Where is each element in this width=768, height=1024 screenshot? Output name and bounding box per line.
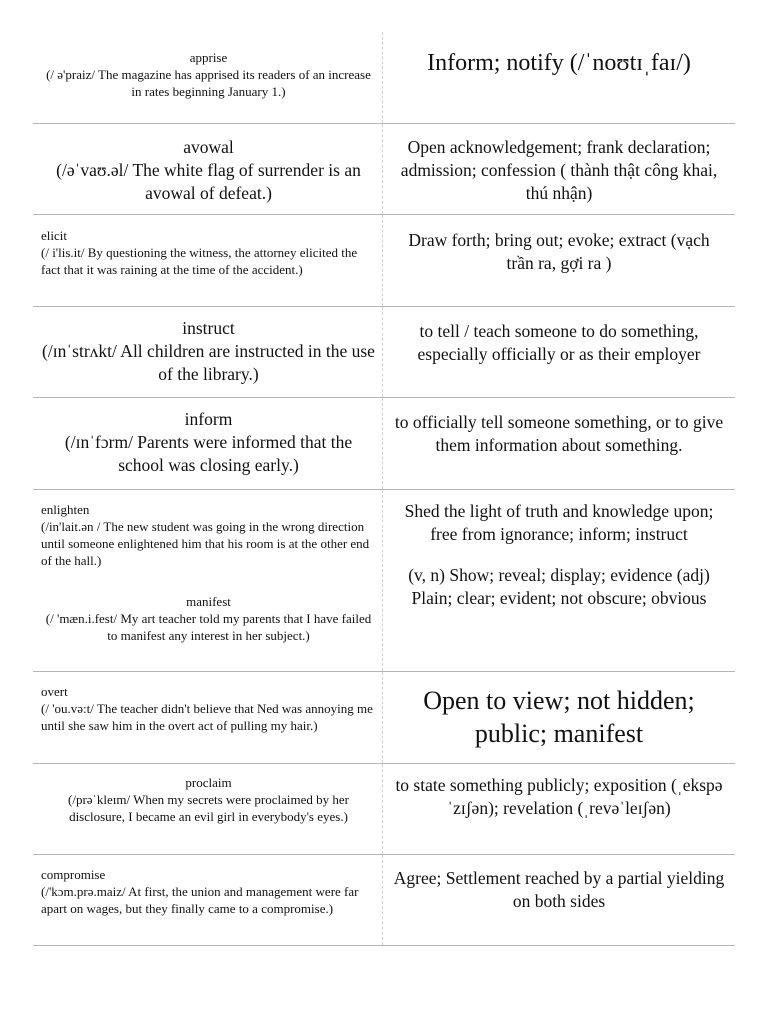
card-term: apprise <box>189 50 228 65</box>
card-example: (/'kɔm.prə.maiz/ At first, the union and management were far apart on wages, but they finally came to a compromise.) <box>41 884 359 916</box>
card-row-instruct <box>33 307 735 398</box>
card-term: proclaim <box>185 775 232 790</box>
card-front <box>33 764 383 854</box>
card-term: manifest <box>186 594 231 609</box>
card-row-compromise <box>33 855 735 946</box>
card-row-proclaim <box>33 764 735 855</box>
card-front <box>33 398 383 489</box>
card-term: avowal <box>183 137 234 157</box>
card-definition: Inform; notify (/ˈnoʊtɪˌfaɪ/) <box>427 50 691 76</box>
card-example: (/ i'lis.it/ By questioning the witness, the attorney elicited the fact that it was raining at the time of the accident.) <box>41 245 358 277</box>
card-front <box>33 672 383 763</box>
card-front <box>33 855 383 945</box>
card-definition: (v, n) Show; reveal; display; evidence (adj) Plain; clear; evident; not obscure; obvious <box>408 565 710 608</box>
card-term: compromise <box>41 867 106 882</box>
card-example: (/ ə'praiz/ The magazine has apprised its readers of an increase in rates beginning January 1.) <box>46 67 371 99</box>
card-front <box>33 215 383 306</box>
card-front <box>33 307 383 397</box>
card-definition: Draw forth; bring out; evoke; extract (vạch trần ra, gợi ra ) <box>408 230 710 273</box>
card-row-overt <box>33 672 735 764</box>
card-back <box>383 490 735 671</box>
card-example: (/əˈvaʊ.əl/ The white flag of surrender is an avowal of defeat.) <box>56 160 361 203</box>
card-front <box>33 490 383 671</box>
card-term: inform <box>184 409 233 429</box>
card-example: (/ɪnˈstrʌkt/ All children are instructed in the use of the library.) <box>42 341 375 384</box>
card-example: (/in'lait.ən / The new student was going in the wrong direction until someone enlightened him that his room is at the other end of the hall.) <box>41 519 370 568</box>
card-definition: Open acknowledgement; frank declaration; admission; confession ( thành thật công khai, thú nhận) <box>400 137 718 203</box>
card-example: (/ 'ou.və:t/ The teacher didn't believe that Ned was annoying me until she saw him in the overt act of pulling my hair.) <box>41 701 373 733</box>
card-row-enlighten-manifest <box>33 490 735 672</box>
card-definition: to officially tell someone something, or to give them information about something. <box>394 412 724 455</box>
card-front-secondary <box>41 593 376 644</box>
card-front <box>33 124 383 214</box>
card-term: elicit <box>41 228 67 243</box>
card-term: overt <box>41 684 68 699</box>
card-front <box>33 32 383 123</box>
card-example: (/ 'mæn.i.fest/ My art teacher told my parents that I have failed to manifest any interest in her subject.) <box>45 611 372 643</box>
flashcard-sheet <box>33 32 735 946</box>
card-row-apprise <box>33 32 735 124</box>
card-definition: Shed the light of truth and knowledge upon; free from ignorance; inform; instruct <box>404 501 714 544</box>
card-row-avowal <box>33 124 735 215</box>
card-definition: Agree; Settlement reached by a partial yielding on both sides <box>393 868 725 911</box>
card-definition: to state something publicly; exposition (ˌekspəˈzɪʃən); revelation (ˌrevəˈleɪʃən) <box>395 775 723 818</box>
card-example: (/prəˈkleɪm/ When my secrets were proclaimed by her disclosure, I became an evil girl in everybody's eyes.) <box>68 792 349 824</box>
card-row-inform <box>33 398 735 490</box>
card-row-elicit <box>33 215 735 307</box>
card-term: enlighten <box>41 502 90 517</box>
card-example: (/ɪnˈfɔrm/ Parents were informed that the school was closing early.) <box>64 432 353 475</box>
card-definition: to tell / teach someone to do something, especially officially or as their employer <box>417 321 701 364</box>
card-term: instruct <box>182 318 235 338</box>
card-definition: Open to view; not hidden; public; manifest <box>423 686 695 748</box>
